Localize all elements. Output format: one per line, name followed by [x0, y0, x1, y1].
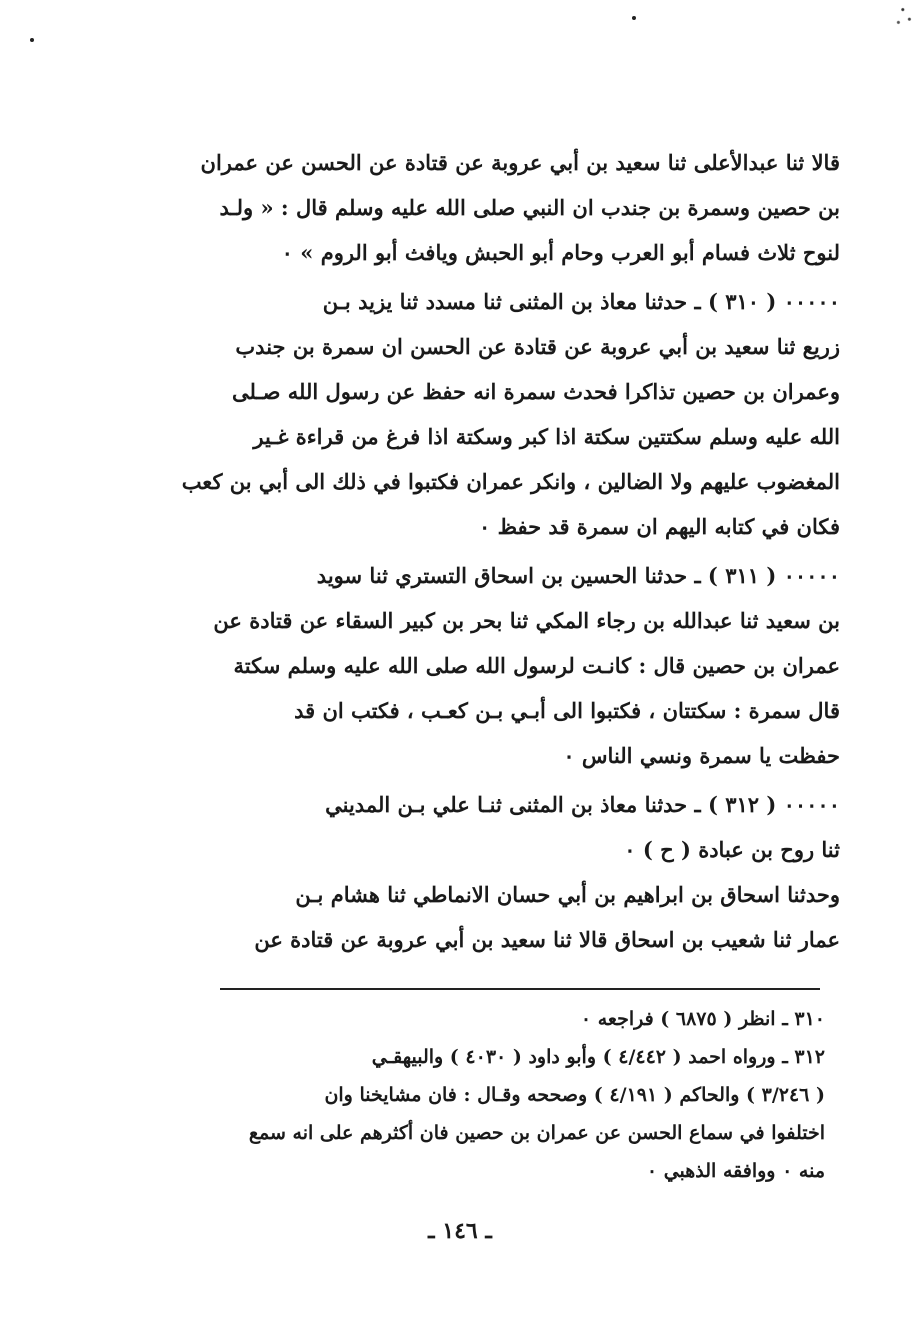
hadith-311-start: ٠٠٠٠٠ ( ٣١١ ) ـ حدثنا الحسين بن اسحاق التستري ثنا سويد: [316, 563, 840, 588]
page-number: ـ ١٤٦ ـ: [428, 1218, 492, 1244]
footnote-line: اختلفوا في سماع الحسن عن عمران بن حصين فان أكثرهم على انه سمع: [248, 1122, 825, 1144]
text-line: بن سعيد ثنا عبدالله بن رجاء المكي ثنا بحر بن كبير السقاء عن قتادة عن: [213, 608, 840, 633]
text-line: وعمران بن حصين تذاكرا فحدث سمرة انه حفظ عن رسول الله صـلى: [232, 379, 840, 404]
footnote-divider: [220, 988, 820, 990]
main-text: [120, 140, 840, 962]
footnote-line: ( ٣/٢٤٦ ) والحاكم ( ٤/١٩١ ) وصححه وقـال : فان مشايخنا وان: [324, 1084, 825, 1106]
text-line: فكان في كتابه اليهم ان سمرة قد حفظ ٠: [478, 514, 840, 539]
footnote-line: ٣١٢ ـ ورواه احمد ( ٤/٤٤٢ ) وأبو داود ( ٤٠٣٠ ) والبيهقـي: [371, 1046, 825, 1068]
hadith-310-start: ٠٠٠٠٠ ( ٣١٠ ) ـ حدثنا معاذ بن المثنى ثنا مسدد ثنا يزيد بـن: [322, 289, 840, 314]
text-line: لنوح ثلاث فسام أبو العرب وحام أبو الحبش ويافث أبو الروم » ٠: [281, 240, 840, 265]
text-line: عمار ثنا شعيب بن اسحاق قالا ثنا سعيد بن أبي عروبة عن قتادة عن: [254, 927, 840, 952]
text-line: ثنا روح بن عبادة ( ح ) ٠: [624, 837, 840, 862]
hadith-312-start: ٠٠٠٠٠ ( ٣١٢ ) ـ حدثنا معاذ بن المثنى ثنـا علي بـن المديني: [325, 792, 840, 817]
text-line: قال سمرة : سكتتان ، فكتبوا الى أبـي بـن كعـب ، فكتب ان قد: [294, 698, 840, 723]
scan-speck: [632, 16, 636, 20]
text-line: الله عليه وسلم سكتتين سكتة اذا كبر وسكتة اذا فرغ من قراءة غـير: [253, 424, 840, 449]
text-line: عمران بن حصين قال : كانـت لرسول الله صلى الله عليه وسلم سكتة: [233, 653, 840, 678]
footnote-line: ٣١٠ ـ انظر ( ٦٨٧٥ ) فراجعه ٠: [580, 1008, 825, 1030]
scan-corner-mark: [894, 0, 916, 32]
scan-speck: [30, 38, 34, 42]
footnotes: [105, 1000, 825, 1190]
text-line: حفظت يا سمرة ونسي الناس ٠: [563, 743, 840, 768]
footnote-line: منه ٠ ووافقه الذهبي ٠: [646, 1160, 825, 1182]
text-line: وحدثنا اسحاق بن ابراهيم بن أبي حسان الانماطي ثنا هشام بـن: [295, 882, 840, 907]
text-line: قالا ثنا عبدالأعلى ثنا سعيد بن أبي عروبة عن قتادة عن الحسن عن عمران: [200, 150, 840, 175]
text-line: بن حصين وسمرة بن جندب ان النبي صلى الله عليه وسلم قال : « ولـد: [219, 195, 840, 220]
text-line: زريع ثنا سعيد بن أبي عروبة عن قتادة عن الحسن ان سمرة بن جندب: [235, 334, 840, 359]
text-line: المغضوب عليهم ولا الضالين ، وانكر عمران فكتبوا في ذلك الى أبي بن كعب: [181, 469, 840, 494]
